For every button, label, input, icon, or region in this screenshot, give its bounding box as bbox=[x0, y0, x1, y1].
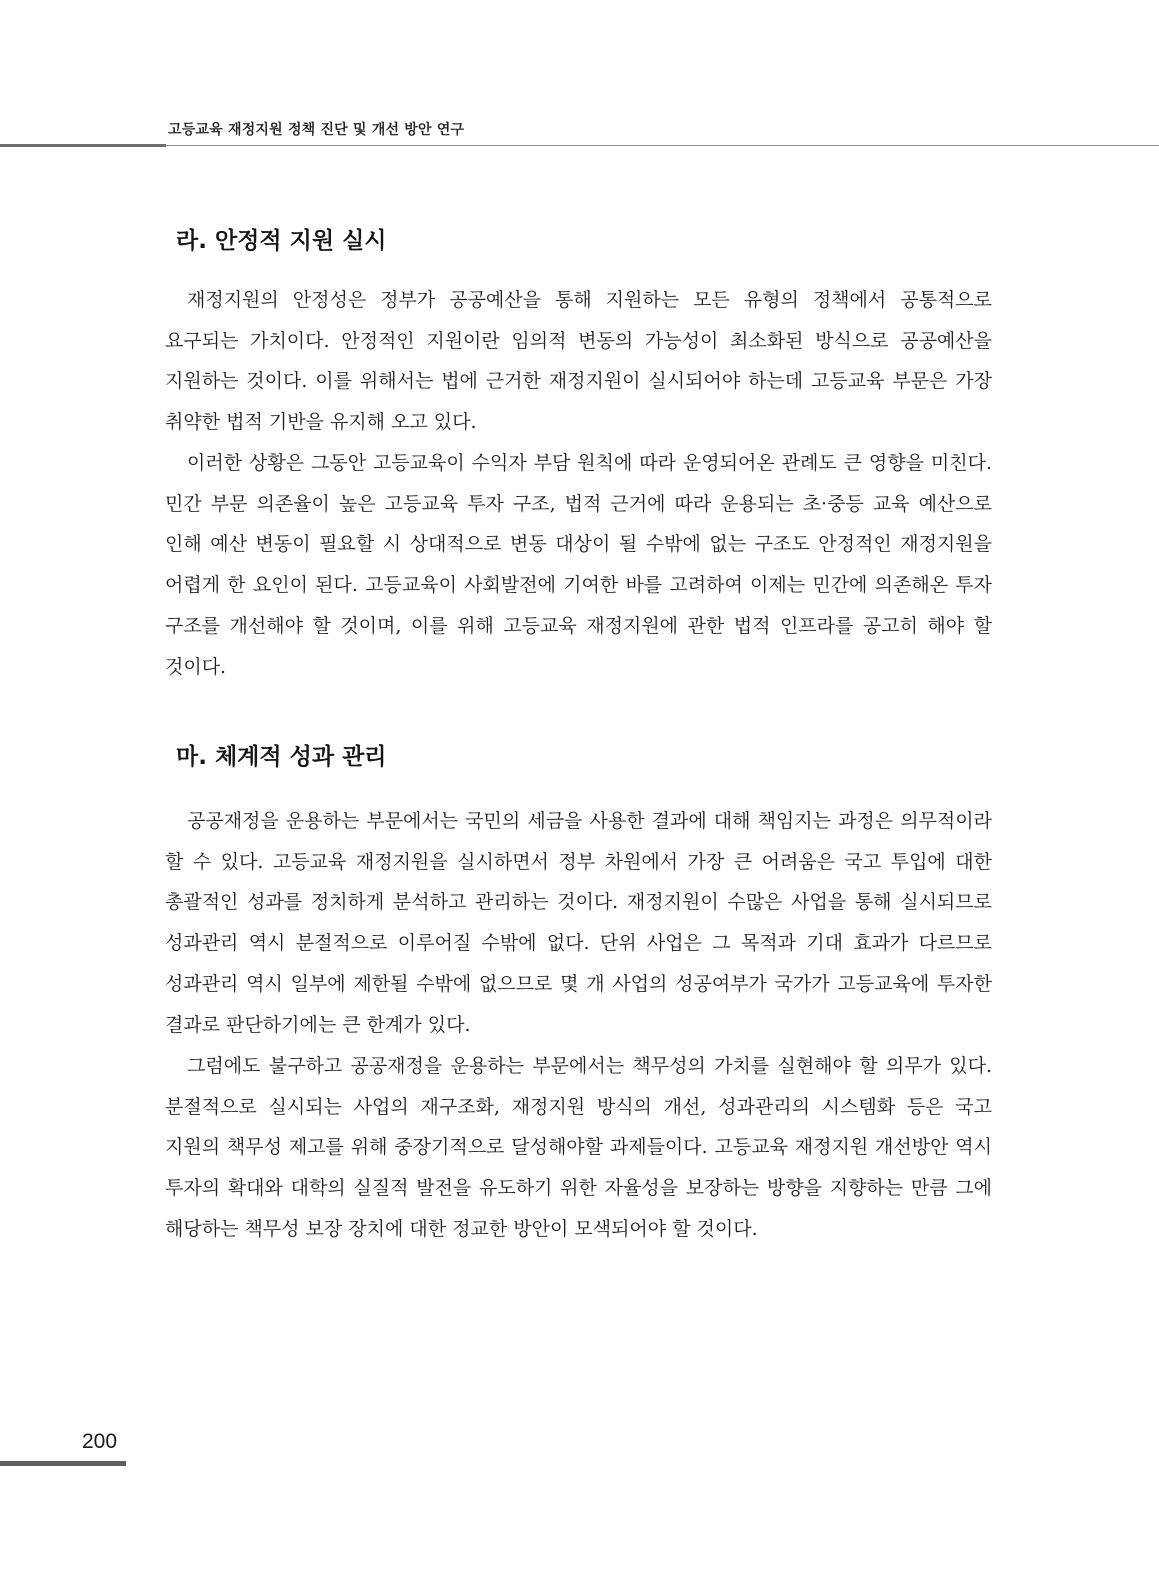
header-rule-thick bbox=[0, 144, 166, 147]
paragraph-performance-management-1: 공공재정을 운용하는 부문에서는 국민의 세금을 사용한 결과에 대해 책임지는 과정은 의무적이라 할 수 있다. 고등교육 재정지원을 실시하면서 정부 차원에서 가장 큰 어려움은 국고 투입에 대한 총괄적인 성과를 정치하게 분석하고 관리하는 것이다. 재정지원이 수많은 사업을 통해 실시되므로 성과관리 역시 분절적으로 이루어질 수밖에 없다. 단위 사업은 그 목적과 기대 효과가 다르므로 성과관리 역시 일부에 제한될 수밖에 없으므로 몇 개 사업의 성공여부가 국가가 고등교육에 투자한 결과로 판단하기에는 큰 한계가 있다. bbox=[165, 810, 992, 1036]
paragraph-stable-support-1: 재정지원의 안정성은 정부가 공공예산을 통해 지원하는 모든 유형의 정책에서 공통적으로 요구되는 가치이다. 안정적인 지원이란 임의적 변동의 가능성이 최소화된 방식으로 공공예산을 지원하는 것이다. 이를 위해서는 법에 근거한 재정지원이 실시되어야 하는데 고등교육 부문은 가장 취약한 법적 기반을 유지해 오고 있다. bbox=[165, 289, 992, 434]
paragraph-stable-support-2: 이러한 상황은 그동안 고등교육이 수익자 부담 원칙에 따라 운영되어온 관례도 큰 영향을 미친다. 민간 부문 의존율이 높은 고등교육 투자 구조, 법적 근거에 따라 운용되는 초·중등 교육 예산으로 인해 예산 변동이 필요할 시 상대적으로 변동 대상이 될 수밖에 없는 구조도 안정적인 재정지원을 어렵게 한 요인이 된다. 고등교육이 사회발전에 기여한 바를 고려하여 이제는 민간에 의존해온 투자 구조를 개선해야 할 것이며, 이를 위해 고등교육 재정지원에 관한 법적 인프라를 공고히 해야 할 것이다. bbox=[165, 452, 992, 678]
running-header-title: 고등교육 재정지원 정책 진단 및 개선 방안 연구 bbox=[168, 122, 465, 138]
page-number: 200 bbox=[82, 1430, 118, 1453]
footer-rule bbox=[0, 1461, 126, 1466]
section-heading-performance-management: 마. 체계적 성과 관리 bbox=[176, 744, 387, 770]
section-heading-stable-support: 라. 안정적 지원 실시 bbox=[176, 228, 387, 254]
header-rule-thin bbox=[166, 145, 1159, 146]
paragraph-performance-management-2: 그럼에도 불구하고 공공재정을 운용하는 부문에서는 책무성의 가치를 실현해야 할 의무가 있다. 분절적으로 실시되는 사업의 재구조화, 재정지원 방식의 개선, 성과관리의 시스템화 등은 국고 지원의 책무성 제고를 위해 중장기적으로 달성해야할 과제들이다. 고등교육 재정지원 개선방안 역시 투자의 확대와 대학의 실질적 발전을 유도하기 위한 자율성을 보장하는 방향을 지향하는 만큼 그에 해당하는 책무성 보장 장치에 대한 정교한 방안이 모색되어야 할 것이다. bbox=[165, 1055, 992, 1240]
